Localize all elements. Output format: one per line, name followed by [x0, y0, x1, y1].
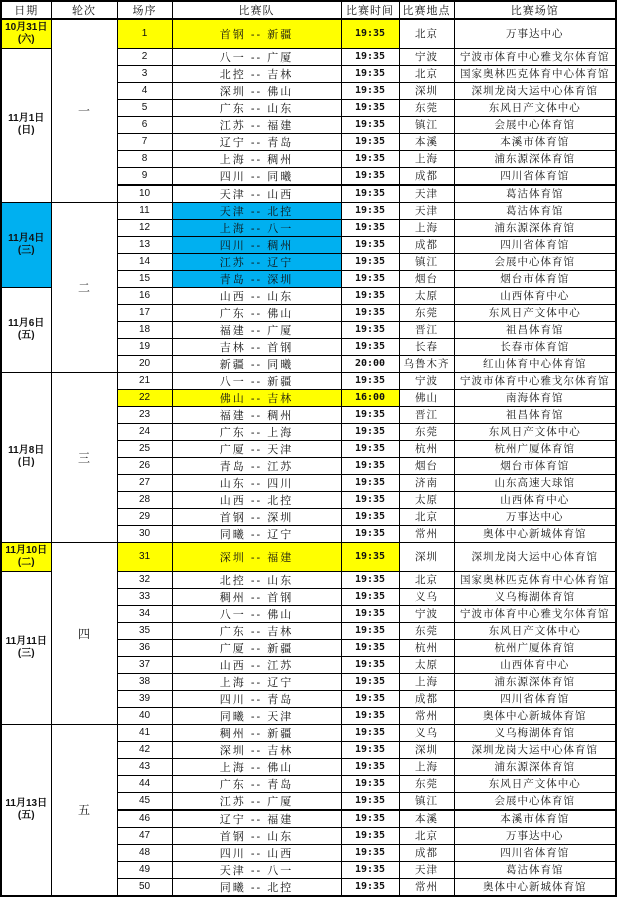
- seq-cell: 30: [117, 525, 172, 542]
- venue-cell: 葛沽体育馆: [454, 202, 616, 219]
- venue-cell: 四川省体育馆: [454, 690, 616, 707]
- teams-cell: 北控 -- 吉林: [172, 65, 341, 82]
- seq-cell: 37: [117, 656, 172, 673]
- place-cell: 天津: [399, 861, 454, 878]
- place-cell: 东莞: [399, 99, 454, 116]
- place-cell: 太原: [399, 287, 454, 304]
- header-date: 日期: [1, 1, 51, 19]
- place-cell: 成都: [399, 236, 454, 253]
- venue-cell: 会展中心体育馆: [454, 792, 616, 810]
- place-cell: 深圳: [399, 741, 454, 758]
- teams-cell: 稠州 -- 首钢: [172, 588, 341, 605]
- date-text: 11月13日: [5, 797, 48, 809]
- venue-cell: 长春市体育馆: [454, 338, 616, 355]
- seq-cell: 35: [117, 622, 172, 639]
- teams-cell: 同曦 -- 北控: [172, 878, 341, 896]
- teams-cell: 江苏 -- 广厦: [172, 792, 341, 810]
- seq-cell: 13: [117, 236, 172, 253]
- seq-cell: 29: [117, 508, 172, 525]
- schedule-row: [1, 372, 616, 389]
- schedule-row: [1, 202, 616, 219]
- round-cell: 五: [51, 724, 117, 896]
- date-cell: [1, 372, 51, 542]
- time-cell: 19:35: [341, 167, 399, 185]
- time-cell: 19:35: [341, 48, 399, 65]
- venue-cell: 国家奥林匹克体育中心体育馆: [454, 571, 616, 588]
- venue-cell: 浦东源深体育馆: [454, 150, 616, 167]
- time-cell: 19:35: [341, 775, 399, 792]
- venue-cell: 奥体中心新城体育馆: [454, 707, 616, 724]
- venue-cell: 万事达中心: [454, 508, 616, 525]
- weekday-text: (三): [17, 647, 35, 659]
- place-cell: 宁波: [399, 605, 454, 622]
- place-cell: 北京: [399, 508, 454, 525]
- seq-cell: 32: [117, 571, 172, 588]
- teams-cell: 吉林 -- 首钢: [172, 338, 341, 355]
- teams-cell: 广厦 -- 天津: [172, 440, 341, 457]
- seq-cell: 19: [117, 338, 172, 355]
- seq-cell: 8: [117, 150, 172, 167]
- teams-cell: 上海 -- 辽宁: [172, 673, 341, 690]
- place-cell: 东莞: [399, 304, 454, 321]
- seq-cell: 42: [117, 741, 172, 758]
- time-cell: 19:35: [341, 571, 399, 588]
- time-cell: 19:35: [341, 99, 399, 116]
- place-cell: 上海: [399, 150, 454, 167]
- venue-cell: 南海体育馆: [454, 389, 616, 406]
- venue-cell: 葛沽体育馆: [454, 185, 616, 203]
- seq-cell: 12: [117, 219, 172, 236]
- seq-cell: 5: [117, 99, 172, 116]
- date-cell: [1, 542, 51, 571]
- seq-cell: 9: [117, 167, 172, 185]
- venue-cell: 山西体育中心: [454, 491, 616, 508]
- place-cell: 东莞: [399, 423, 454, 440]
- venue-cell: 浦东源深体育馆: [454, 673, 616, 690]
- place-cell: 上海: [399, 758, 454, 775]
- venue-cell: 山西体育中心: [454, 287, 616, 304]
- place-cell: 镇江: [399, 116, 454, 133]
- time-cell: 16:00: [341, 389, 399, 406]
- place-cell: 太原: [399, 491, 454, 508]
- venue-cell: 东风日产文体中心: [454, 304, 616, 321]
- date-text: 11月6日: [8, 317, 45, 329]
- seq-cell: 49: [117, 861, 172, 878]
- seq-cell: 26: [117, 457, 172, 474]
- time-cell: 19:35: [341, 406, 399, 423]
- teams-cell: 四川 -- 同曦: [172, 167, 341, 185]
- weekday-text: (二): [17, 556, 35, 568]
- venue-cell: 山东高速大球馆: [454, 474, 616, 491]
- venue-cell: 深圳龙岗大运中心体育馆: [454, 542, 616, 571]
- venue-cell: 东风日产文体中心: [454, 775, 616, 792]
- teams-cell: 八一 -- 广厦: [172, 48, 341, 65]
- seq-cell: 1: [117, 19, 172, 48]
- venue-cell: 本溪市体育馆: [454, 133, 616, 150]
- venue-cell: 义乌梅湖体育馆: [454, 588, 616, 605]
- time-cell: 19:35: [341, 150, 399, 167]
- time-cell: 19:35: [341, 656, 399, 673]
- seq-cell: 41: [117, 724, 172, 741]
- weekday-text: (三): [17, 244, 35, 256]
- time-cell: 19:35: [341, 792, 399, 810]
- date-text: 11月4日: [8, 232, 45, 244]
- place-cell: 太原: [399, 656, 454, 673]
- seq-cell: 18: [117, 321, 172, 338]
- teams-cell: 八一 -- 佛山: [172, 605, 341, 622]
- time-cell: 19:35: [341, 508, 399, 525]
- teams-cell: 广东 -- 山东: [172, 99, 341, 116]
- venue-cell: 葛沽体育馆: [454, 861, 616, 878]
- weekday-text: (六): [17, 33, 35, 45]
- teams-cell: 首钢 -- 山东: [172, 827, 341, 844]
- teams-cell: 青岛 -- 江苏: [172, 457, 341, 474]
- seq-cell: 28: [117, 491, 172, 508]
- venue-cell: 红山体育中心体育馆: [454, 355, 616, 372]
- seq-cell: 27: [117, 474, 172, 491]
- teams-cell: 四川 -- 稠州: [172, 236, 341, 253]
- teams-cell: 天津 -- 山西: [172, 185, 341, 203]
- teams-cell: 八一 -- 新疆: [172, 372, 341, 389]
- seq-cell: 33: [117, 588, 172, 605]
- time-cell: 19:35: [341, 542, 399, 571]
- place-cell: 天津: [399, 185, 454, 203]
- time-cell: 19:35: [341, 133, 399, 150]
- teams-cell: 北控 -- 山东: [172, 571, 341, 588]
- seq-cell: 22: [117, 389, 172, 406]
- venue-cell: 会展中心体育馆: [454, 116, 616, 133]
- place-cell: 本溪: [399, 810, 454, 828]
- weekday-text: (日): [17, 125, 35, 136]
- teams-cell: 同曦 -- 辽宁: [172, 525, 341, 542]
- header-place: 比赛地点: [399, 1, 454, 19]
- place-cell: 北京: [399, 65, 454, 82]
- seq-cell: 48: [117, 844, 172, 861]
- venue-cell: 杭州广厦体育馆: [454, 440, 616, 457]
- time-cell: 19:35: [341, 253, 399, 270]
- teams-cell: 江苏 -- 福建: [172, 116, 341, 133]
- time-cell: 19:35: [341, 525, 399, 542]
- round-cell: 三: [51, 372, 117, 542]
- round-cell: 二: [51, 202, 117, 372]
- time-cell: 19:35: [341, 810, 399, 828]
- time-cell: 19:35: [341, 372, 399, 389]
- teams-cell: 上海 -- 稠州: [172, 150, 341, 167]
- place-cell: 北京: [399, 571, 454, 588]
- seq-cell: 39: [117, 690, 172, 707]
- date-cell: [1, 48, 51, 202]
- place-cell: 宁波: [399, 372, 454, 389]
- time-cell: 19:35: [341, 19, 399, 48]
- place-cell: 常州: [399, 707, 454, 724]
- teams-cell: 江苏 -- 辽宁: [172, 253, 341, 270]
- place-cell: 北京: [399, 827, 454, 844]
- place-cell: 济南: [399, 474, 454, 491]
- venue-cell: 会展中心体育馆: [454, 253, 616, 270]
- venue-cell: 东风日产文体中心: [454, 423, 616, 440]
- seq-cell: 45: [117, 792, 172, 810]
- teams-cell: 天津 -- 八一: [172, 861, 341, 878]
- time-cell: 19:35: [341, 423, 399, 440]
- place-cell: 义乌: [399, 588, 454, 605]
- venue-cell: 烟台市体育馆: [454, 270, 616, 287]
- place-cell: 宁波: [399, 48, 454, 65]
- venue-cell: 万事达中心: [454, 19, 616, 48]
- venue-cell: 东风日产文体中心: [454, 622, 616, 639]
- place-cell: 烟台: [399, 457, 454, 474]
- venue-cell: 烟台市体育馆: [454, 457, 616, 474]
- venue-cell: 浦东源深体育馆: [454, 219, 616, 236]
- place-cell: 义乌: [399, 724, 454, 741]
- seq-cell: 31: [117, 542, 172, 571]
- date-cell: [1, 571, 51, 724]
- time-cell: 19:35: [341, 605, 399, 622]
- place-cell: 乌鲁木齐: [399, 355, 454, 372]
- teams-cell: 同曦 -- 天津: [172, 707, 341, 724]
- teams-cell: 福建 -- 稠州: [172, 406, 341, 423]
- header-time: 比赛时间: [341, 1, 399, 19]
- teams-cell: 福建 -- 广厦: [172, 321, 341, 338]
- teams-cell: 广东 -- 吉林: [172, 622, 341, 639]
- seq-cell: 6: [117, 116, 172, 133]
- time-cell: 19:35: [341, 219, 399, 236]
- seq-cell: 20: [117, 355, 172, 372]
- place-cell: 杭州: [399, 440, 454, 457]
- seq-cell: 23: [117, 406, 172, 423]
- venue-cell: 四川省体育馆: [454, 844, 616, 861]
- place-cell: 常州: [399, 878, 454, 896]
- time-cell: 19:35: [341, 861, 399, 878]
- time-cell: 19:35: [341, 758, 399, 775]
- teams-cell: 山西 -- 北控: [172, 491, 341, 508]
- teams-cell: 四川 -- 青岛: [172, 690, 341, 707]
- header-venue: 比赛场馆: [454, 1, 616, 19]
- teams-cell: 广东 -- 青岛: [172, 775, 341, 792]
- venue-cell: 宁波市体育中心雅戈尔体育馆: [454, 605, 616, 622]
- date-cell: [1, 724, 51, 896]
- seq-cell: 15: [117, 270, 172, 287]
- seq-cell: 7: [117, 133, 172, 150]
- seq-cell: 36: [117, 639, 172, 656]
- venue-cell: 本溪市体育馆: [454, 810, 616, 828]
- place-cell: 东莞: [399, 775, 454, 792]
- venue-cell: 奥体中心新城体育馆: [454, 878, 616, 896]
- date-cell: [1, 19, 51, 48]
- weekday-text: (五): [17, 329, 35, 341]
- time-cell: 19:35: [341, 690, 399, 707]
- place-cell: 东莞: [399, 622, 454, 639]
- teams-cell: 山西 -- 江苏: [172, 656, 341, 673]
- seq-cell: 21: [117, 372, 172, 389]
- place-cell: 成都: [399, 167, 454, 185]
- place-cell: 镇江: [399, 792, 454, 810]
- teams-cell: 深圳 -- 佛山: [172, 82, 341, 99]
- seq-cell: 50: [117, 878, 172, 896]
- time-cell: 19:35: [341, 321, 399, 338]
- teams-cell: 上海 -- 八一: [172, 219, 341, 236]
- time-cell: 19:35: [341, 304, 399, 321]
- venue-cell: 祖昌体育馆: [454, 321, 616, 338]
- time-cell: 19:35: [341, 588, 399, 605]
- seq-cell: 17: [117, 304, 172, 321]
- header-seq: 场序: [117, 1, 172, 19]
- schedule-row: [1, 19, 616, 48]
- venue-cell: 国家奥林匹克体育中心体育馆: [454, 65, 616, 82]
- teams-cell: 广厦 -- 新疆: [172, 639, 341, 656]
- date-cell: [1, 287, 51, 372]
- teams-cell: 广东 -- 上海: [172, 423, 341, 440]
- time-cell: 19:35: [341, 82, 399, 99]
- place-cell: 本溪: [399, 133, 454, 150]
- teams-cell: 首钢 -- 新疆: [172, 19, 341, 48]
- time-cell: 19:35: [341, 202, 399, 219]
- seq-cell: 47: [117, 827, 172, 844]
- date-text: 10月31日: [5, 21, 48, 33]
- venue-cell: 深圳龙岗大运中心体育馆: [454, 741, 616, 758]
- time-cell: 19:35: [341, 639, 399, 656]
- place-cell: 深圳: [399, 542, 454, 571]
- venue-cell: 宁波市体育中心雅戈尔体育馆: [454, 372, 616, 389]
- teams-cell: 深圳 -- 福建: [172, 542, 341, 571]
- place-cell: 成都: [399, 690, 454, 707]
- date-text: 11月1日: [8, 113, 45, 124]
- seq-cell: 34: [117, 605, 172, 622]
- teams-cell: 天津 -- 北控: [172, 202, 341, 219]
- teams-cell: 山东 -- 四川: [172, 474, 341, 491]
- schedule-row: [1, 542, 616, 571]
- teams-cell: 深圳 -- 吉林: [172, 741, 341, 758]
- time-cell: 19:35: [341, 457, 399, 474]
- teams-cell: 山西 -- 山东: [172, 287, 341, 304]
- venue-cell: 东风日产文体中心: [454, 99, 616, 116]
- place-cell: 上海: [399, 219, 454, 236]
- time-cell: 19:35: [341, 474, 399, 491]
- place-cell: 上海: [399, 673, 454, 690]
- place-cell: 晋江: [399, 321, 454, 338]
- teams-cell: 辽宁 -- 福建: [172, 810, 341, 828]
- place-cell: 佛山: [399, 389, 454, 406]
- weekday-text: (五): [17, 809, 35, 821]
- weekday-text: (日): [17, 457, 35, 468]
- seq-cell: 2: [117, 48, 172, 65]
- place-cell: 成都: [399, 844, 454, 861]
- seq-cell: 24: [117, 423, 172, 440]
- place-cell: 深圳: [399, 82, 454, 99]
- time-cell: 19:35: [341, 440, 399, 457]
- date-text: 11月10日: [5, 544, 48, 556]
- venue-cell: 义乌梅湖体育馆: [454, 724, 616, 741]
- seq-cell: 44: [117, 775, 172, 792]
- time-cell: 19:35: [341, 236, 399, 253]
- schedule-row: [1, 724, 616, 741]
- teams-cell: 佛山 -- 吉林: [172, 389, 341, 406]
- time-cell: 19:35: [341, 338, 399, 355]
- time-cell: 19:35: [341, 741, 399, 758]
- venue-cell: 祖昌体育馆: [454, 406, 616, 423]
- venue-cell: 万事达中心: [454, 827, 616, 844]
- place-cell: 晋江: [399, 406, 454, 423]
- seq-cell: 11: [117, 202, 172, 219]
- time-cell: 19:35: [341, 65, 399, 82]
- time-cell: 19:35: [341, 270, 399, 287]
- date-text: 11月11日: [5, 635, 47, 647]
- date-cell: [1, 202, 51, 287]
- teams-cell: 辽宁 -- 青岛: [172, 133, 341, 150]
- venue-cell: 杭州广厦体育馆: [454, 639, 616, 656]
- time-cell: 19:35: [341, 287, 399, 304]
- place-cell: 烟台: [399, 270, 454, 287]
- venue-cell: 浦东源深体育馆: [454, 758, 616, 775]
- seq-cell: 3: [117, 65, 172, 82]
- seq-cell: 14: [117, 253, 172, 270]
- round-cell: 一: [51, 19, 117, 202]
- seq-cell: 10: [117, 185, 172, 203]
- teams-cell: 广东 -- 佛山: [172, 304, 341, 321]
- seq-cell: 40: [117, 707, 172, 724]
- teams-cell: 首钢 -- 深圳: [172, 508, 341, 525]
- time-cell: 19:35: [341, 185, 399, 203]
- teams-cell: 上海 -- 佛山: [172, 758, 341, 775]
- place-cell: 天津: [399, 202, 454, 219]
- venue-cell: 四川省体育馆: [454, 236, 616, 253]
- venue-cell: 奥体中心新城体育馆: [454, 525, 616, 542]
- time-cell: 19:35: [341, 491, 399, 508]
- date-text: 11月8日: [8, 445, 45, 456]
- seq-cell: 38: [117, 673, 172, 690]
- seq-cell: 25: [117, 440, 172, 457]
- teams-cell: 青岛 -- 深圳: [172, 270, 341, 287]
- time-cell: 19:35: [341, 622, 399, 639]
- header-teams: 比赛队: [172, 1, 341, 19]
- place-cell: 镇江: [399, 253, 454, 270]
- seq-cell: 4: [117, 82, 172, 99]
- seq-cell: 43: [117, 758, 172, 775]
- teams-cell: 新疆 -- 同曦: [172, 355, 341, 372]
- time-cell: 19:35: [341, 707, 399, 724]
- venue-cell: 宁波市体育中心雅戈尔体育馆: [454, 48, 616, 65]
- place-cell: 杭州: [399, 639, 454, 656]
- seq-cell: 16: [117, 287, 172, 304]
- teams-cell: 稠州 -- 新疆: [172, 724, 341, 741]
- teams-cell: 四川 -- 山西: [172, 844, 341, 861]
- place-cell: 北京: [399, 19, 454, 48]
- header-round: 轮次: [51, 1, 117, 19]
- time-cell: 19:35: [341, 724, 399, 741]
- venue-cell: 深圳龙岗大运中心体育馆: [454, 82, 616, 99]
- seq-cell: 46: [117, 810, 172, 828]
- venue-cell: 四川省体育馆: [454, 167, 616, 185]
- header-row: [1, 1, 616, 19]
- venue-cell: 山西体育中心: [454, 656, 616, 673]
- time-cell: 19:35: [341, 673, 399, 690]
- time-cell: 19:35: [341, 116, 399, 133]
- time-cell: 19:35: [341, 878, 399, 896]
- time-cell: 19:35: [341, 844, 399, 861]
- time-cell: 20:00: [341, 355, 399, 372]
- time-cell: 19:35: [341, 827, 399, 844]
- round-cell: 四: [51, 542, 117, 724]
- place-cell: 常州: [399, 525, 454, 542]
- place-cell: 长春: [399, 338, 454, 355]
